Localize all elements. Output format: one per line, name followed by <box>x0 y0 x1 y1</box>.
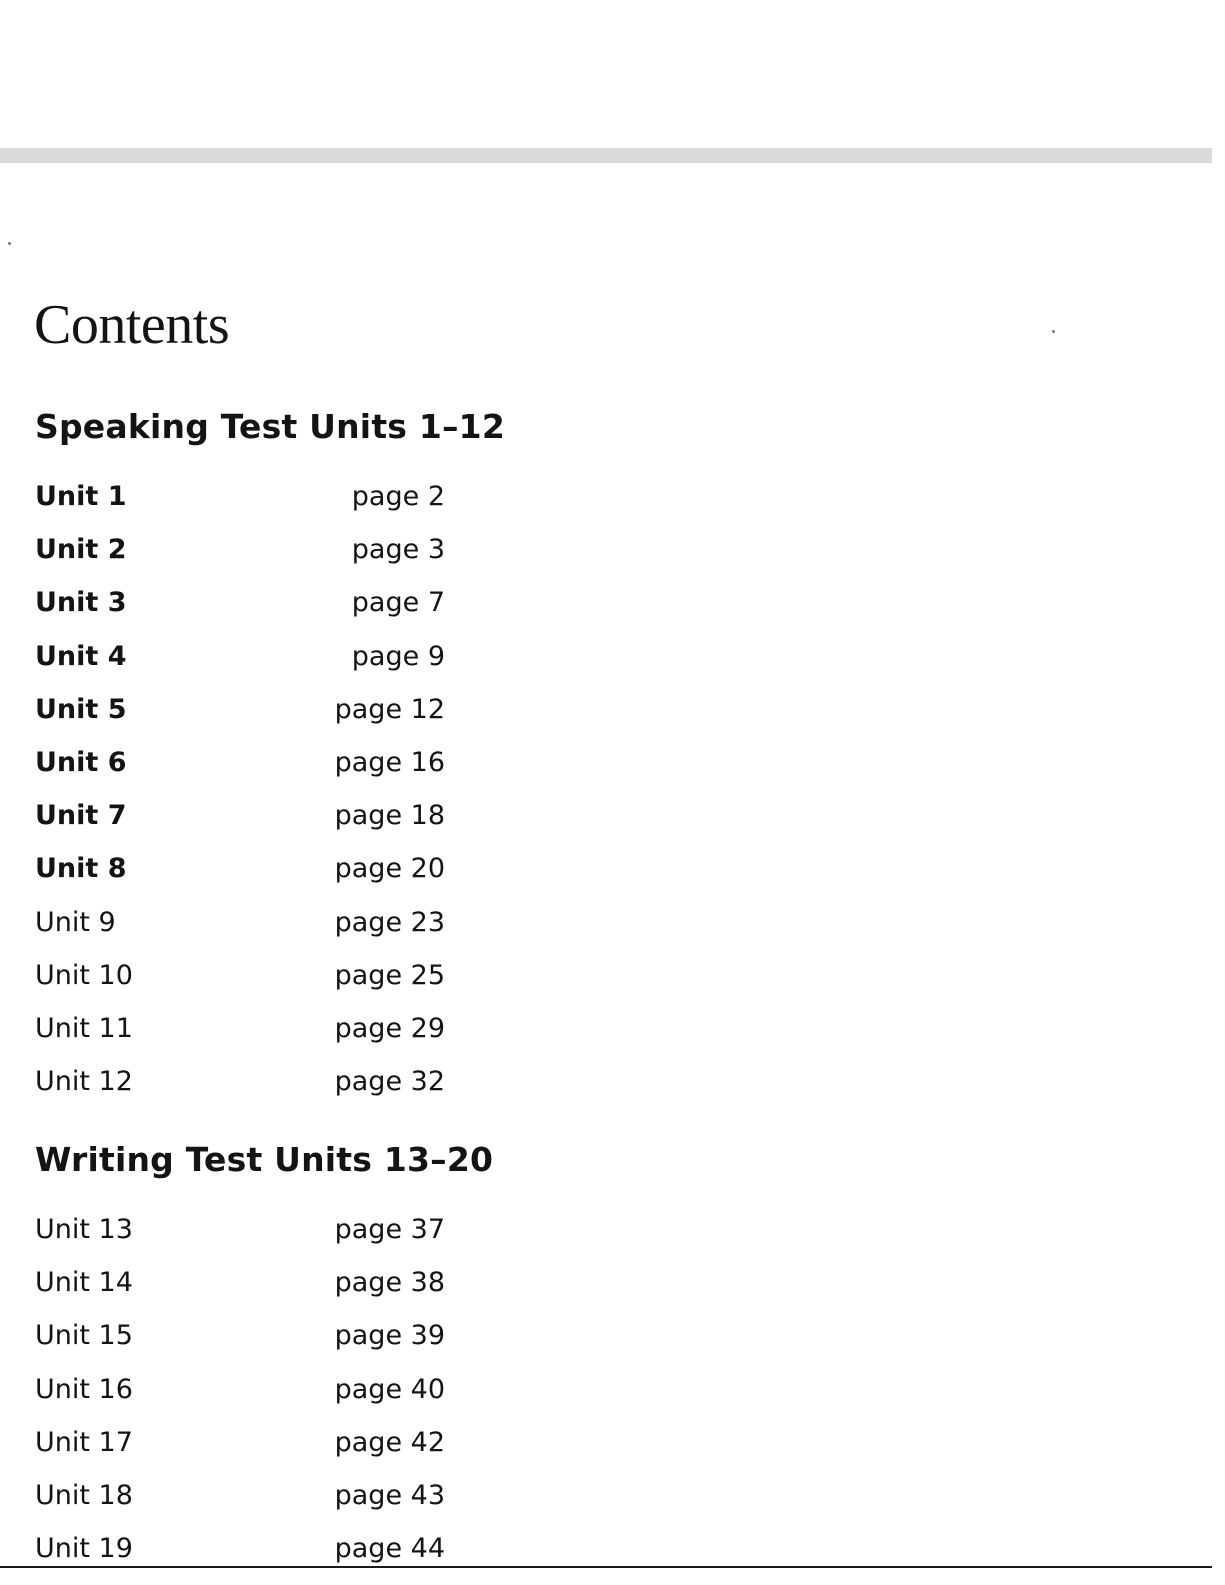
scan-speck <box>8 242 11 245</box>
toc-entry <box>35 576 445 629</box>
toc-page-number: page 38 <box>334 1267 445 1299</box>
top-gray-band <box>0 148 1212 163</box>
toc-page-number: page 32 <box>334 1066 445 1098</box>
toc-unit-label: Unit 18 <box>35 1479 133 1511</box>
scan-speck <box>1052 330 1055 333</box>
toc-page-number: page 2 <box>351 481 445 512</box>
toc-unit-label: Unit 19 <box>35 1533 133 1565</box>
toc-list-speaking <box>35 470 445 1108</box>
toc-entry <box>35 683 445 736</box>
toc-page-number: page 25 <box>334 959 445 991</box>
toc-unit-label: Unit 2 <box>35 534 127 566</box>
toc-unit-label: Unit 4 <box>35 640 127 672</box>
toc-unit-label: Unit 7 <box>35 800 127 832</box>
toc-unit-label: Unit 10 <box>35 959 133 991</box>
toc-unit-label: Unit 6 <box>35 746 127 778</box>
toc-entry <box>35 1416 445 1469</box>
toc-page-number: page 44 <box>334 1533 445 1565</box>
toc-entry <box>35 1203 445 1256</box>
toc-unit-label: Unit 11 <box>35 1012 133 1044</box>
toc-unit-label: Unit 5 <box>35 693 127 725</box>
toc-unit-label: Unit 1 <box>35 481 127 512</box>
toc-entry <box>35 1469 445 1522</box>
toc-entry <box>35 1256 445 1309</box>
section-heading-writing: Writing Test Units 13–20 <box>35 1140 494 1179</box>
toc-page-number: page 43 <box>334 1479 445 1511</box>
toc-entry <box>35 842 445 895</box>
toc-entry <box>35 1363 445 1416</box>
toc-page-number: page 9 <box>351 640 445 672</box>
toc-entry <box>35 1055 445 1108</box>
toc-unit-label: Unit 9 <box>35 906 116 938</box>
toc-entry <box>35 1309 445 1362</box>
toc-page-number: page 7 <box>351 587 445 619</box>
toc-page-number: page 18 <box>334 800 445 832</box>
toc-unit-label: Unit 17 <box>35 1426 133 1458</box>
page-title: Contents <box>34 294 230 356</box>
bottom-rule <box>0 1566 1212 1568</box>
toc-page-number: page 40 <box>334 1373 445 1405</box>
toc-entry <box>35 789 445 842</box>
toc-unit-label: Unit 8 <box>35 853 127 885</box>
toc-list-writing <box>35 1203 445 1575</box>
toc-entry <box>35 949 445 1002</box>
toc-page-number: page 20 <box>334 853 445 885</box>
toc-entry <box>35 630 445 683</box>
toc-page-number: page 3 <box>351 534 445 566</box>
toc-unit-label: Unit 13 <box>35 1214 133 1245</box>
toc-entry <box>35 896 445 949</box>
toc-unit-label: Unit 12 <box>35 1066 133 1098</box>
toc-page-number: page 23 <box>334 906 445 938</box>
toc-page-number: page 16 <box>334 746 445 778</box>
right-page-edge <box>1212 0 1225 1585</box>
toc-unit-label: Unit 15 <box>35 1320 133 1352</box>
toc-page-number: page 42 <box>334 1426 445 1458</box>
toc-entry <box>35 470 445 523</box>
toc-unit-label: Unit 16 <box>35 1373 133 1405</box>
toc-page-number: page 39 <box>334 1320 445 1352</box>
toc-entry <box>35 1002 445 1055</box>
section-heading-speaking: Speaking Test Units 1–12 <box>35 407 506 446</box>
toc-page-number: page 29 <box>334 1012 445 1044</box>
toc-entry <box>35 736 445 789</box>
toc-page-number: page 12 <box>334 693 445 725</box>
toc-unit-label: Unit 14 <box>35 1267 133 1299</box>
toc-page-number: page 37 <box>334 1214 445 1245</box>
toc-entry <box>35 523 445 576</box>
toc-unit-label: Unit 3 <box>35 587 127 619</box>
